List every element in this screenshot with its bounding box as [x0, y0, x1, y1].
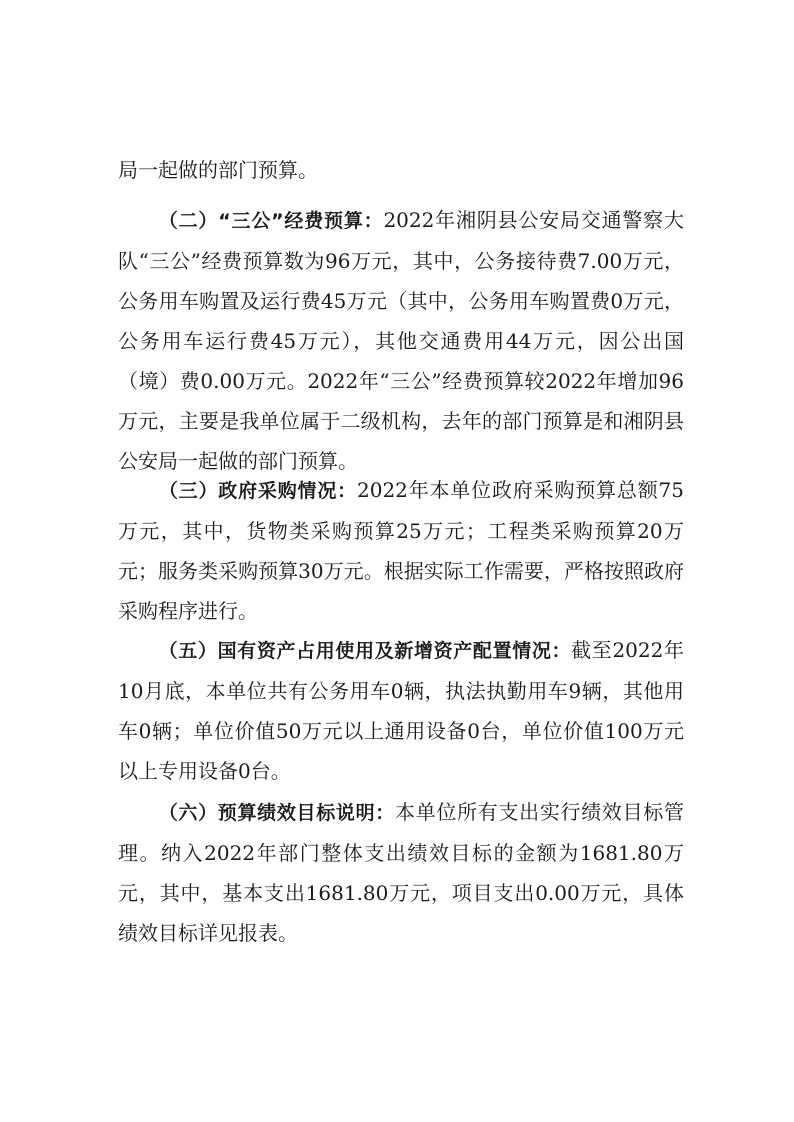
paragraph-state-assets: [118, 630, 684, 791]
paragraph-performance-targets: [118, 792, 684, 953]
section-heading: （三）政府采购情况：: [158, 480, 357, 502]
paragraph-text: 本单位所有支出实行绩效目标管理。纳入2022年部门整体支出绩效目标的金额为1681.80万元，其中，基本支出1681.80万元，项目支出0.00万元，具体绩效目标详见报表。: [118, 800, 684, 945]
paragraph-text: 2022年本单位政府采购预算总额75万元，其中，货物类采购预算25万元；工程类采购预算20万元；服务类采购预算30万元。根据实际工作需要，严格按照政府采购程序进行。: [118, 478, 684, 623]
section-heading: （六）预算绩效目标说明：: [158, 802, 395, 824]
paragraph-three-public-expenses: [118, 200, 684, 481]
paragraph-continuation: [118, 150, 684, 190]
paragraph-text: 2022年湘阴县公安局交通警察大队“三公”经费预算数为96万元，其中，公务接待费7.00万元，公务用车购置及运行费45万元（其中，公务用车购置费0万元，公务用车运行费45万元），其他交通费用44万元，因公出国（境）费0.00万元。2022年“三公”经费预算较2022年增加96万元，主要是我单位属于二级机构，去年的部门预算是和湘阴县公安局一起做的部门预算。: [118, 208, 684, 473]
paragraph-text: 截至2022年10月底，本单位共有公务用车0辆，执法执勤用车9辆，其他用车0辆；单位价值50万元以上通用设备0台，单位价值100万元以上专用设备0台。: [118, 638, 684, 783]
paragraph-government-procurement: [118, 470, 684, 631]
section-heading: （五）国有资产占用使用及新增资产配置情况：: [158, 640, 572, 662]
section-heading: （二）“三公”经费预算：: [158, 210, 384, 232]
paragraph-text: 局一起做的部门预算。: [118, 158, 318, 182]
